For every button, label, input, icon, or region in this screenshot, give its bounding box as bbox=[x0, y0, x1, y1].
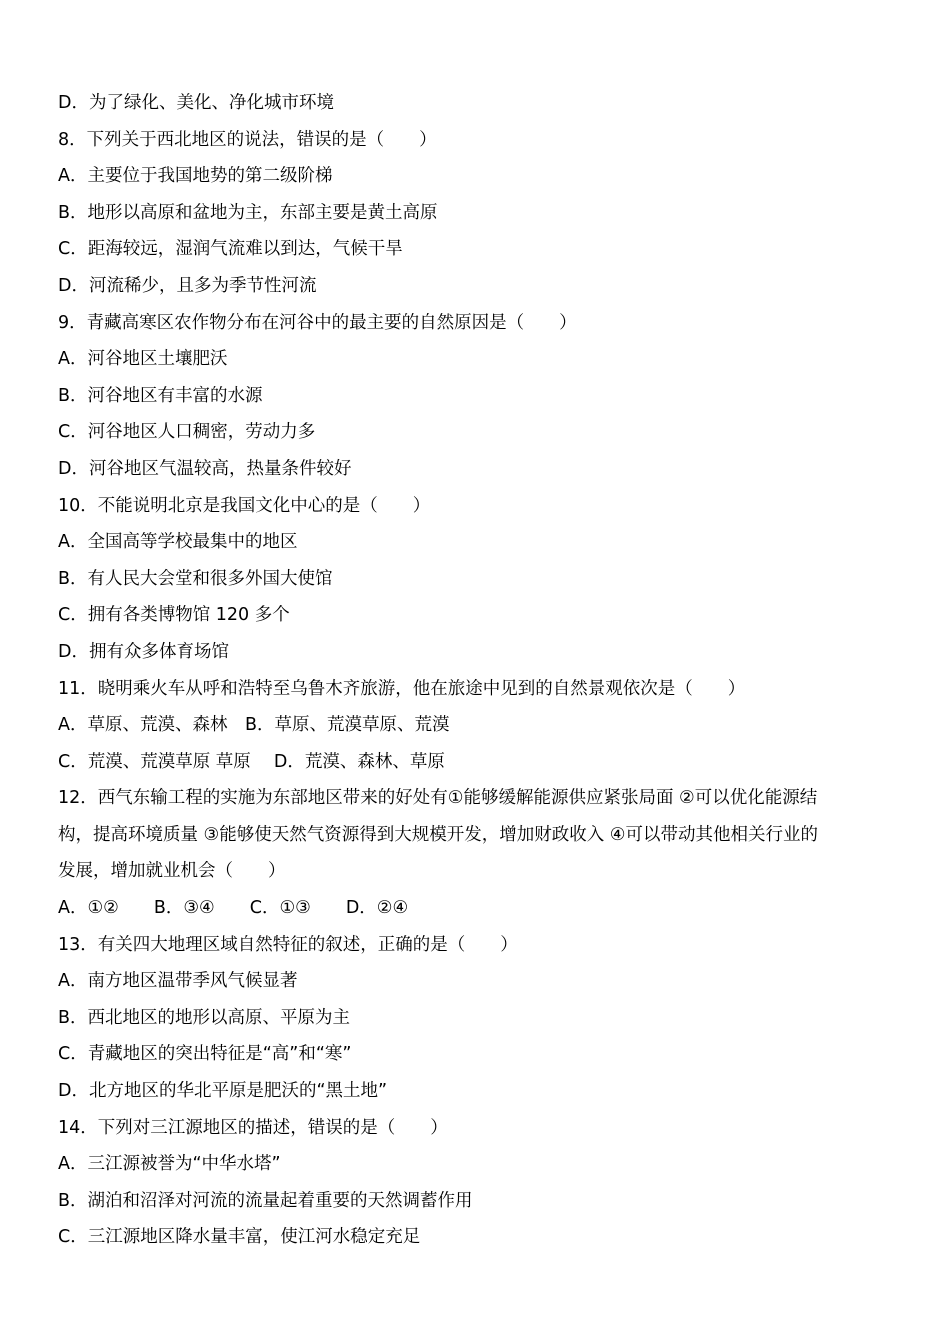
option-b-q14: B．湖泊和沼泽对河流的流量起着重要的天然调蓄作用 bbox=[58, 1190, 473, 1211]
option-d-q9: D．河谷地区气温较高，热量条件较好 bbox=[58, 458, 352, 479]
question-13: 13．有关四大地理区域自然特征的叙述，正确的是（ ） bbox=[58, 934, 518, 955]
question-12-line-1: 12．西气东输工程的实施为东部地区带来的好处有①能够缓解能源供应紧张局面 ②可以优化能源结 bbox=[58, 788, 818, 809]
question-8: 8．下列关于西北地区的说法，错误的是（ ） bbox=[58, 129, 437, 150]
option-c-q9: C．河谷地区人口稠密，劳动力多 bbox=[58, 422, 316, 443]
options-q12: A．①② B．③④ C．①③ D．②④ bbox=[58, 898, 409, 919]
option-c-q13: C．青藏地区的突出特征是“高”和“寒” bbox=[58, 1044, 352, 1065]
option-d-q7: D．为了绿化、美化、净化城市环境 bbox=[58, 93, 334, 113]
options-cd-q11: C．荒漠、荒漠草原 草原 D．荒漠、森林、草原 bbox=[58, 751, 445, 772]
option-a-q14: A．三江源被誉为“中华水塔” bbox=[58, 1154, 281, 1175]
option-a-q8: A．主要位于我国地势的第二级阶梯 bbox=[58, 166, 333, 187]
option-a-q13: A．南方地区温带季风气候显著 bbox=[58, 971, 298, 992]
option-b-q8: B．地形以高原和盆地为主，东部主要是黄土高原 bbox=[58, 202, 438, 223]
option-d-q10: D．拥有众多体育场馆 bbox=[58, 641, 229, 662]
option-d-q8: D．河流稀少，且多为季节性河流 bbox=[58, 275, 317, 296]
option-b-q10: B．有人民大会堂和很多外国大使馆 bbox=[58, 568, 333, 589]
question-12-line-2: 构，提高环境质量 ③能够使天然气资源得到大规模开发，增加财政收入 ④可以带动其他相关行业的 bbox=[58, 824, 818, 845]
option-c-q14: C．三江源地区降水量丰富，使江河水稳定充足 bbox=[58, 1227, 421, 1248]
option-c-q10: C．拥有各类博物馆 120 多个 bbox=[58, 605, 290, 626]
option-a-q9: A．河谷地区土壤肥沃 bbox=[58, 349, 228, 370]
options-ab-q11: A．草原、荒漠、森林 B．草原、荒漠草原、荒漠 bbox=[58, 715, 450, 736]
question-9: 9．青藏高寒区农作物分布在河谷中的最主要的自然原因是（ ） bbox=[58, 312, 577, 333]
option-a-q10: A．全国高等学校最集中的地区 bbox=[58, 532, 298, 553]
question-14: 14．下列对三江源地区的描述，错误的是（ ） bbox=[58, 1117, 448, 1138]
option-b-q9: B．河谷地区有丰富的水源 bbox=[58, 385, 263, 406]
option-d-q13: D．北方地区的华北平原是肥沃的“黑土地” bbox=[58, 1081, 388, 1102]
question-10: 10．不能说明北京是我国文化中心的是（ ） bbox=[58, 495, 431, 516]
question-11: 11．晓明乘火车从呼和浩特至乌鲁木齐旅游，他在旅途中见到的自然景观依次是（ ） bbox=[58, 678, 746, 699]
option-b-q13: B．西北地区的地形以高原、平原为主 bbox=[58, 1007, 351, 1028]
document-page bbox=[58, 85, 898, 1256]
question-12-line-3: 发展，增加就业机会（ ） bbox=[58, 861, 286, 882]
option-c-q8: C．距海较远，湿润气流难以到达，气候干旱 bbox=[58, 239, 403, 260]
